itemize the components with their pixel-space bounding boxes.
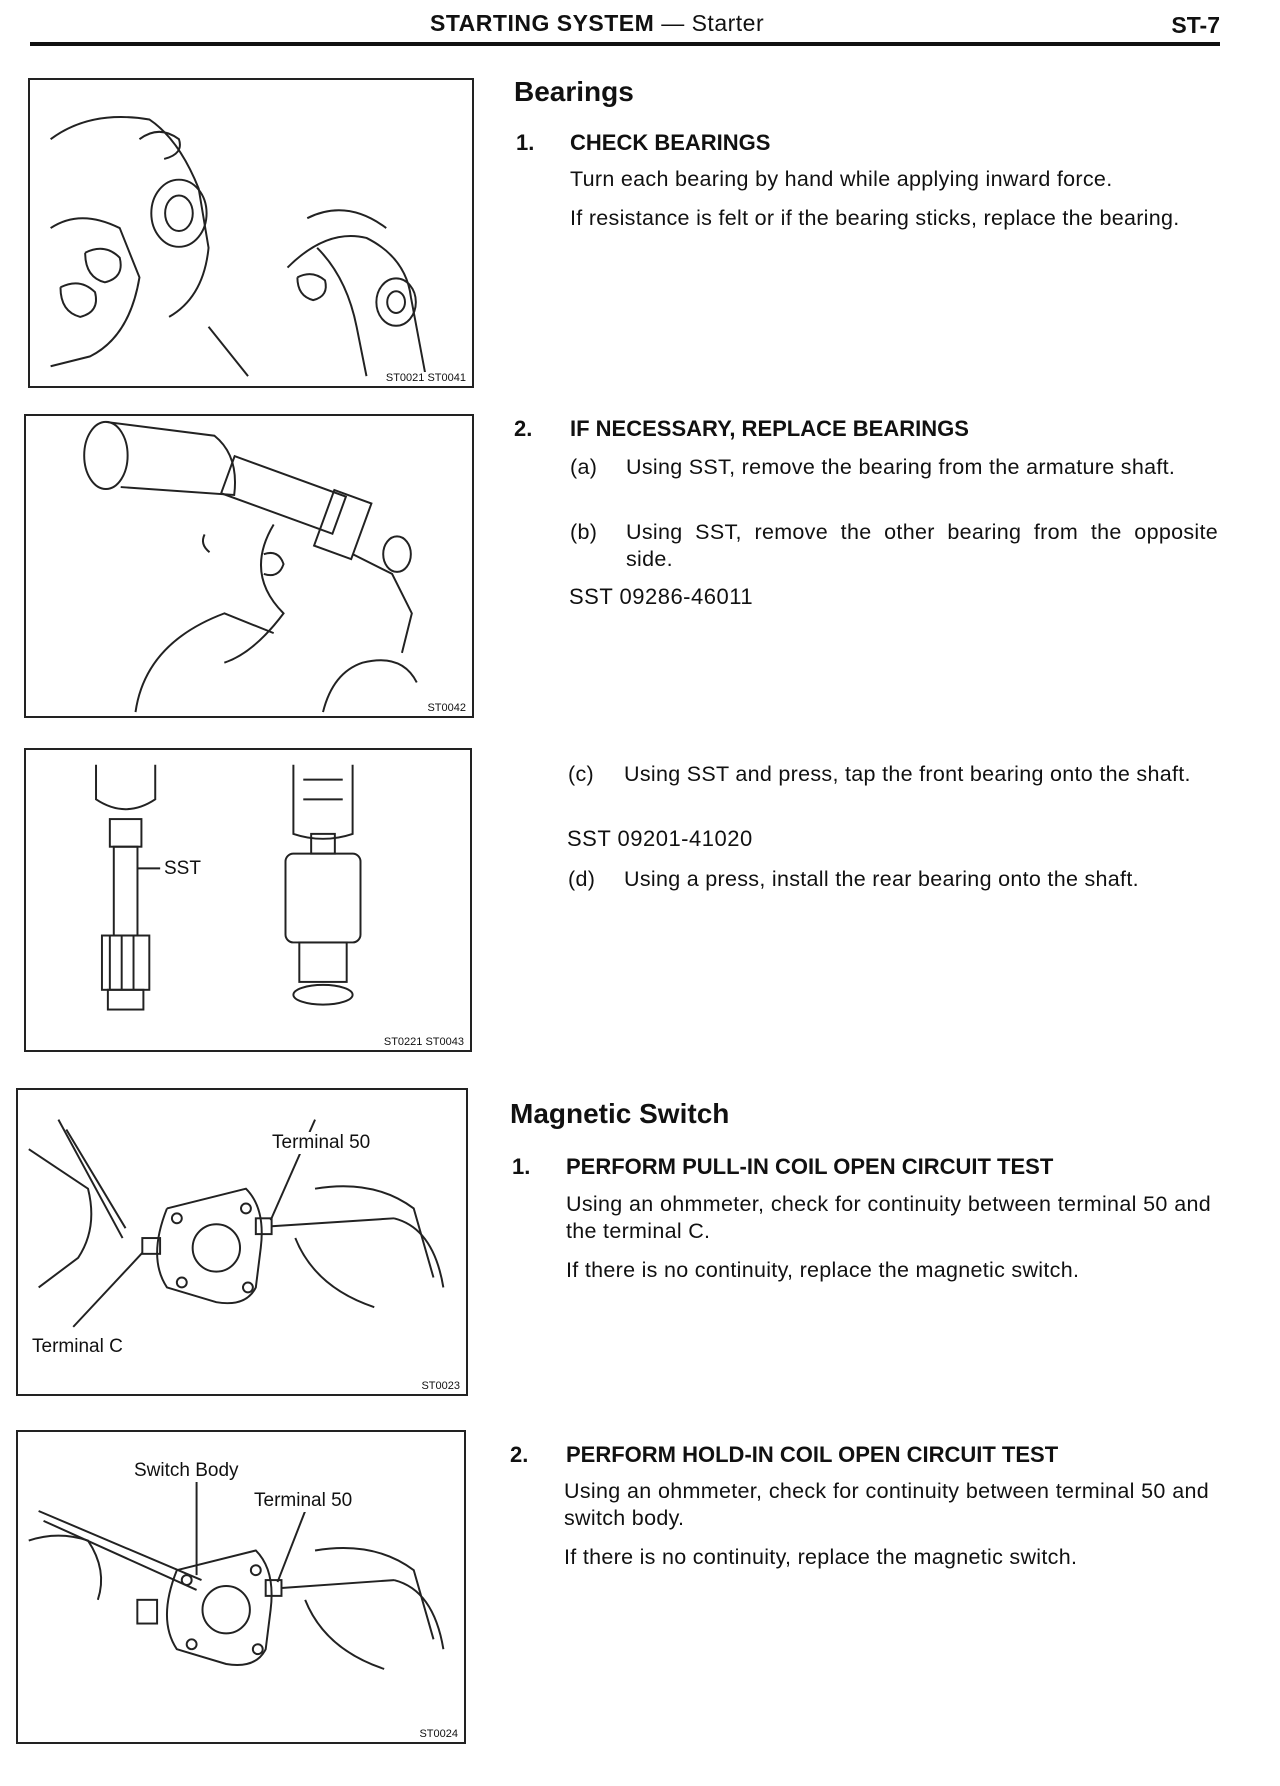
header-section: STARTING SYSTEM bbox=[430, 10, 655, 36]
sst-number-2: SST 09201-41020 bbox=[567, 826, 753, 851]
paragraph-resistance: If resistance is felt or if the bearing sticks, replace the bearing. bbox=[570, 206, 1180, 230]
header-title bbox=[430, 10, 764, 37]
step-heading: IF NECESSARY, REPLACE BEARINGS bbox=[570, 416, 969, 441]
figure-replace-bearings bbox=[24, 414, 474, 718]
sub-step-label: (c) bbox=[568, 762, 594, 786]
figure-code: ST0221 ST0043 bbox=[383, 1036, 464, 1048]
paragraph-hold-in-check: Using an ohmmeter, check for continuity between terminal 50 and switch body. bbox=[564, 1479, 1209, 1530]
sub-step-a bbox=[570, 454, 1218, 510]
paragraph-turn-bearing: Turn each bearing by hand while applying inward force. bbox=[570, 167, 1113, 191]
label-terminal-50: Terminal 50 bbox=[254, 1490, 353, 1511]
sst-number-1: SST 09286-46011 bbox=[569, 584, 754, 609]
section-title-magnetic-switch: Magnetic Switch bbox=[510, 1098, 730, 1129]
step-heading: CHECK BEARINGS bbox=[570, 130, 771, 155]
label-sst: SST bbox=[164, 858, 201, 879]
step-number: 1. bbox=[512, 1154, 531, 1179]
figure-check-bearings bbox=[28, 78, 474, 388]
paragraph-pull-in-replace: If there is no continuity, replace the magnetic switch. bbox=[566, 1258, 1080, 1282]
illustration-bearing-puller bbox=[26, 416, 472, 716]
sub-step-d bbox=[568, 866, 1216, 896]
sub-step-text: Using a press, install the rear bearing onto the shaft. bbox=[624, 867, 1139, 891]
step-heading: PERFORM PULL-IN COIL OPEN CIRCUIT TEST bbox=[566, 1154, 1054, 1179]
page-header bbox=[30, 0, 1220, 50]
sub-step-text: Using SST, remove the other bearing from the opposite side. bbox=[626, 520, 1218, 571]
step-number: 1. bbox=[516, 130, 535, 155]
sub-step-c bbox=[568, 761, 1216, 817]
figure-code: ST0023 bbox=[421, 1380, 460, 1392]
sub-step-text: Using SST, remove the bearing from the armature shaft. bbox=[626, 455, 1176, 479]
sub-step-label: (d) bbox=[568, 867, 596, 891]
sub-step-label: (b) bbox=[570, 520, 598, 544]
illustration-ohmmeter-switch-body bbox=[18, 1432, 464, 1742]
sub-step-label: (a) bbox=[570, 455, 598, 479]
figure-hold-in-coil-test bbox=[16, 1430, 466, 1744]
header-dash: — bbox=[661, 10, 685, 36]
illustration-press-install-bearings bbox=[26, 750, 470, 1050]
paragraph-pull-in-check: Using an ohmmeter, check for continuity between terminal 50 and the terminal C. bbox=[566, 1192, 1211, 1243]
illustration-hands-turning-bearings bbox=[30, 80, 472, 386]
sub-step-b bbox=[570, 519, 1218, 575]
section-title-bearings: Bearings bbox=[514, 76, 634, 107]
label-switch-body: Switch Body bbox=[134, 1460, 239, 1481]
figure-pull-in-coil-test bbox=[16, 1088, 468, 1396]
figure-code: ST0021 ST0041 bbox=[385, 372, 466, 384]
figure-install-bearings bbox=[24, 748, 472, 1052]
step-number: 2. bbox=[510, 1442, 529, 1467]
step-number: 2. bbox=[514, 416, 533, 441]
label-terminal-50: Terminal 50 bbox=[272, 1132, 371, 1153]
header-rule bbox=[30, 42, 1220, 46]
paragraph-hold-in-replace: If there is no continuity, replace the magnetic switch. bbox=[564, 1545, 1078, 1569]
page-number: ST-7 bbox=[1171, 12, 1220, 38]
figure-code: ST0042 bbox=[427, 702, 466, 714]
label-terminal-c: Terminal C bbox=[32, 1336, 123, 1357]
figure-code: ST0024 bbox=[419, 1728, 458, 1740]
sub-step-text: Using SST and press, tap the front bearing onto the shaft. bbox=[624, 762, 1191, 786]
step-heading: PERFORM HOLD-IN COIL OPEN CIRCUIT TEST bbox=[566, 1442, 1059, 1467]
header-subtitle: Starter bbox=[691, 10, 765, 36]
